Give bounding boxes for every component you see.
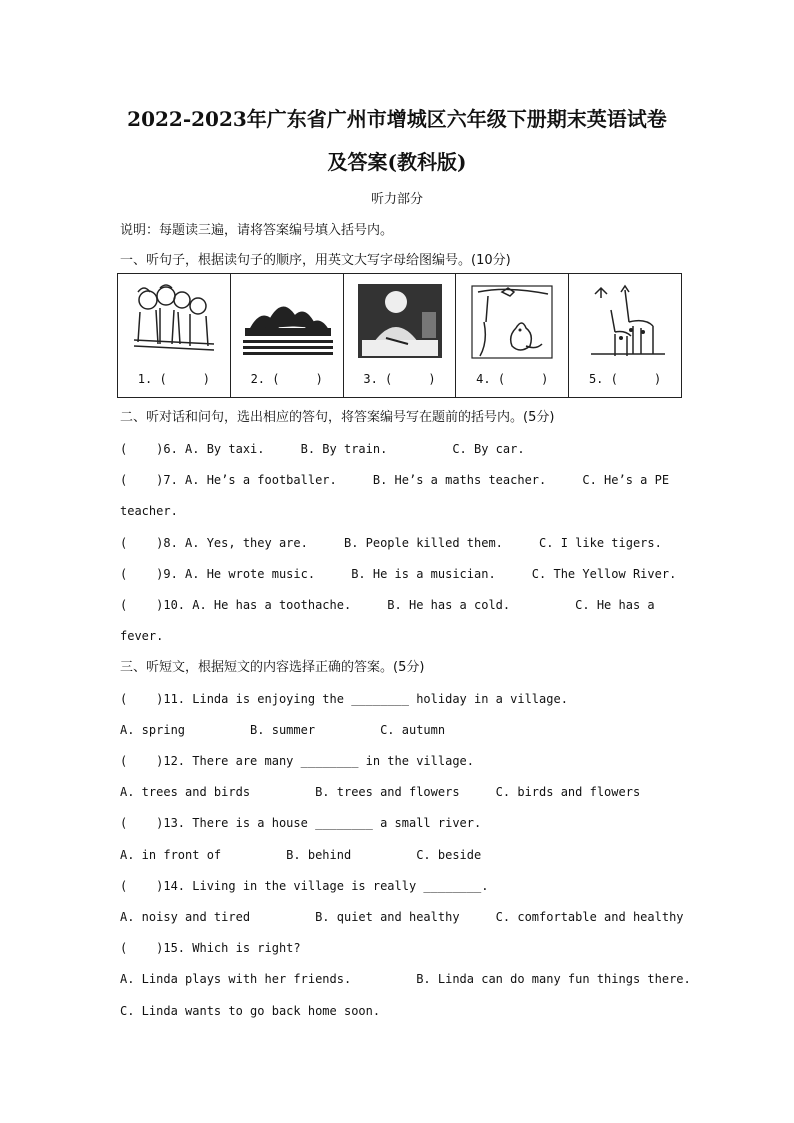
picture-label-1: 1. ( ) xyxy=(137,372,211,386)
title-line-1: 2022-2023年广东省广州市增城区六年级下册期末英语试卷 xyxy=(127,107,667,131)
picture-cell-4 xyxy=(456,274,569,397)
part1-heading: 一、听句子，根据读句子的顺序，用英文大写字母给图编号。(10分) xyxy=(120,253,511,268)
question-line: ( )9. A. He wrote music. B. He is a musician. C. The Yellow River. xyxy=(120,567,677,581)
children-group-icon xyxy=(130,282,218,362)
picture-cell-5 xyxy=(569,274,681,397)
question-line: ( )8. A. Yes, they are. B. People killed them. C. I like tigers. xyxy=(120,536,662,550)
giraffes-icon xyxy=(581,282,669,362)
picture-cell-3 xyxy=(344,274,457,397)
option-line: A. trees and birds B. trees and flowers C. birds and flowers xyxy=(120,785,641,799)
option-line: A. Linda plays with her friends. B. Linda can do many fun things there. xyxy=(120,972,691,986)
question-line: ( )7. A. He’s a footballer. B. He’s a maths teacher. C. He’s a PE xyxy=(120,473,670,487)
picture-label-3: 3. ( ) xyxy=(363,372,436,386)
question-line: teacher. xyxy=(120,504,178,518)
fox-and-crow-icon xyxy=(468,282,556,362)
picture-cell-1 xyxy=(118,274,231,397)
part3-heading: 三、听短文，根据短文的内容选择正确的答案。(5分) xyxy=(120,660,425,675)
question-line: ( )15. Which is right? xyxy=(120,941,301,955)
option-line: A. noisy and tired B. quiet and healthy C. comfortable and healthy xyxy=(120,910,684,924)
part2-heading: 二、听对话和问句，选出相应的答句，将答案编号写在题前的括号内。(5分) xyxy=(120,410,555,425)
option-line: C. Linda wants to go back home soon. xyxy=(120,1004,381,1018)
man-at-desk-icon xyxy=(356,282,444,362)
picture-label-5: 5. ( ) xyxy=(588,372,662,386)
instruction: 说明：每题读三遍，请将答案编号填入括号内。 xyxy=(120,223,394,238)
question-line: fever. xyxy=(120,629,164,643)
question-line: ( )10. A. He has a toothache. B. He has a cold. C. He has a xyxy=(120,598,655,612)
option-line: A. in front of B. behind C. beside xyxy=(120,848,482,862)
opera-house-icon xyxy=(243,282,333,362)
picture-cell-2 xyxy=(231,274,344,397)
section-heading: 听力部分 xyxy=(370,192,423,207)
title-line-2: 及答案(教科版) xyxy=(327,150,467,174)
question-line: ( )13. There is a house ________ a small river. xyxy=(120,816,482,830)
question-line: ( )6. A. By taxi. B. By train. C. By car. xyxy=(120,442,525,456)
question-line: ( )14. Living in the village is really ________. xyxy=(120,879,489,893)
question-line: ( )12. There are many ________ in the village. xyxy=(120,754,475,768)
picture-table xyxy=(117,273,682,398)
question-line: ( )11. Linda is enjoying the ________ holiday in a village. xyxy=(120,692,568,706)
picture-label-2: 2. ( ) xyxy=(250,372,323,386)
picture-label-4: 4. ( ) xyxy=(476,372,549,386)
option-line: A. spring B. summer C. autumn xyxy=(120,723,446,737)
